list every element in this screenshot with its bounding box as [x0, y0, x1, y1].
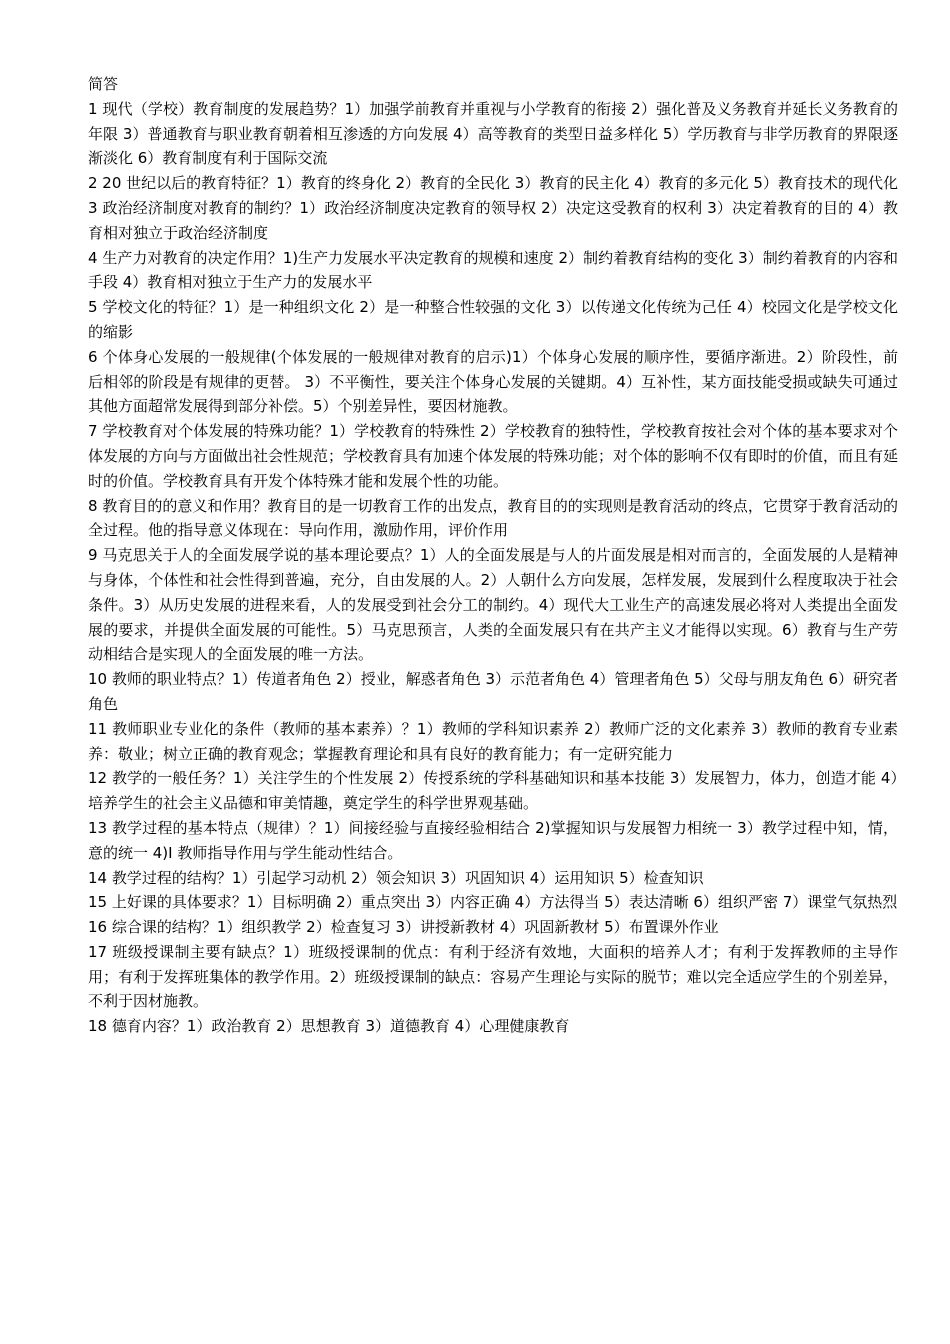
answer-item-3: 3 政治经济制度对教育的制约？1）政治经济制度决定教育的领导权 2）决定这受教育的权利 3）决定着教育的目的 4）教育相对独立于政治经济制度	[88, 198, 898, 242]
answer-item-17: 17 班级授课制主要有缺点？1）班级授课制的优点：有利于经济有效地，大面积的培养人才；有利于发挥教师的主导作用；有利于发挥班集体的教学作用。2）班级授课制的缺点：容易产生理论与实际的脱节；难以完全适应学生的个别差异，不利于因材施教。	[88, 942, 898, 1011]
answer-item-2: 2 20 世纪以后的教育特征？1）教育的终身化 2）教育的全民化 3）教育的民主化 4）教育的多元化 5）教育技术的现代化	[88, 174, 898, 193]
answer-item-10: 10 教师的职业特点？1）传道者角色 2）授业，解惑者角色 3）示范者角色 4）管理者角色 5）父母与朋友角色 6）研究者角色	[88, 670, 898, 713]
answer-item-11: 11 教师职业专业化的条件（教师的基本素养）？1）教师的学科知识素养 2）教师广泛的文化素养 3）教师的教育专业素养：敬业；树立正确的教育观念；掌握教育理论和具有良好的教育能力；有一定研究能力	[88, 719, 898, 763]
answer-item-14: 14 教学过程的结构？1）引起学习动机 2）领会知识 3）巩固知识 4）运用知识 5）检查知识	[88, 868, 704, 887]
answer-item-16: 16 综合课的结构？1）组织教学 2）检查复习 3）讲授新教材 4）巩固新教材 5）布置课外作业	[88, 918, 719, 937]
answer-item-9: 9 马克思关于人的全面发展学说的基本理论要点？1）人的全面发展是与人的片面发展是相对而言的，全面发展的人是精神与身体，个体性和社会性得到普遍，充分，自由发展的人。2）人朝什么方向发展，怎样发展，发展到什么程度取决于社会条件。3）从历史发展的进程来看，人的发展受到社会分工的制约。4）现代大工业生产的高速发展必将对人类提出全面发展的要求，并提供全面发展的可能性。5）马克思预言，人类的全面发展只有在共产主义才能得以实现。6）教育与生产劳动相结合是实现人的全面发展的唯一方法。	[88, 546, 898, 664]
answer-item-15: 15 上好课的具体要求？1）目标明确 2）重点突出 3）内容正确 4）方法得当 5）表达清晰 6）组织严密 7）课堂气氛热烈	[88, 893, 898, 912]
document-page	[88, 72, 898, 1039]
answer-item-5: 5 学校文化的特征？1）是一种组织文化 2）是一种整合性较强的文化 3）以传递文化传统为己任 4）校园文化是学校文化的缩影	[88, 298, 898, 341]
answer-item-6: 6 个体身心发展的一般规律(个体发展的一般规律对教育的启示)1）个体身心发展的顺序性，要循序渐进。2）阶段性，前后相邻的阶段是有规律的更替。 3）不平衡性，要关注个体身心发展的关键期。4）互补性，某方面技能受损或缺失可通过其他方面超常发展得到部分补偿。5）个别差异性，要因材施教。	[88, 347, 898, 416]
answer-item-8: 8 教育目的的意义和作用？教育目的是一切教育工作的出发点，教育目的的实现则是教育活动的终点，它贯穿于教育活动的全过程。他的指导意义体现在：导向作用，激励作用，评价作用	[88, 496, 898, 540]
answer-item-18: 18 德育内容？1）政治教育 2）思想教育 3）道德教育 4）心理健康教育	[88, 1017, 570, 1036]
answer-item-4: 4 生产力对教育的决定作用？1)生产力发展水平决定教育的规模和速度 2）制约着教育结构的变化 3）制约着教育的内容和手段 4）教育相对独立于生产力的发展水平	[88, 248, 898, 292]
answer-item-1: 1 现代（学校）教育制度的发展趋势？1）加强学前教育并重视与小学教育的衔接 2）强化普及义务教育并延长义务教育的年限 3）普通教育与职业教育朝着相互渗透的方向发展 4）高等教育的类型日益多样化 5）学历教育与非学历教育的界限逐渐淡化 6）教育制度有利于国际交流	[88, 99, 898, 168]
section-heading: 简答	[88, 75, 119, 93]
answer-item-7: 7 学校教育对个体发展的特殊功能？1）学校教育的特殊性 2）学校教育的独特性，学校教育按社会对个体的基本要求对个体发展的方向与方面做出社会性规范；学校教育具有加速个体发展的特殊功能；对个体的影响不仅有即时的价值，而且有延时的价值。学校教育具有开发个体特殊才能和发展个性的功能。	[88, 422, 899, 490]
answer-item-13: 13 教学过程的基本特点（规律）？1）间接经验与直接经验相结合 2)掌握知识与发展智力相统一 3）教学过程中知，情，意的统一 4)I 教师指导作用与学生能动性结合。	[88, 818, 898, 862]
answer-item-12: 12 教学的一般任务？1）关注学生的个性发展 2）传授系统的学科基础知识和基本技能 3）发展智力，体力，创造才能 4）培养学生的社会主义品德和审美情趣，奠定学生的科学世界观基础。	[88, 769, 898, 813]
